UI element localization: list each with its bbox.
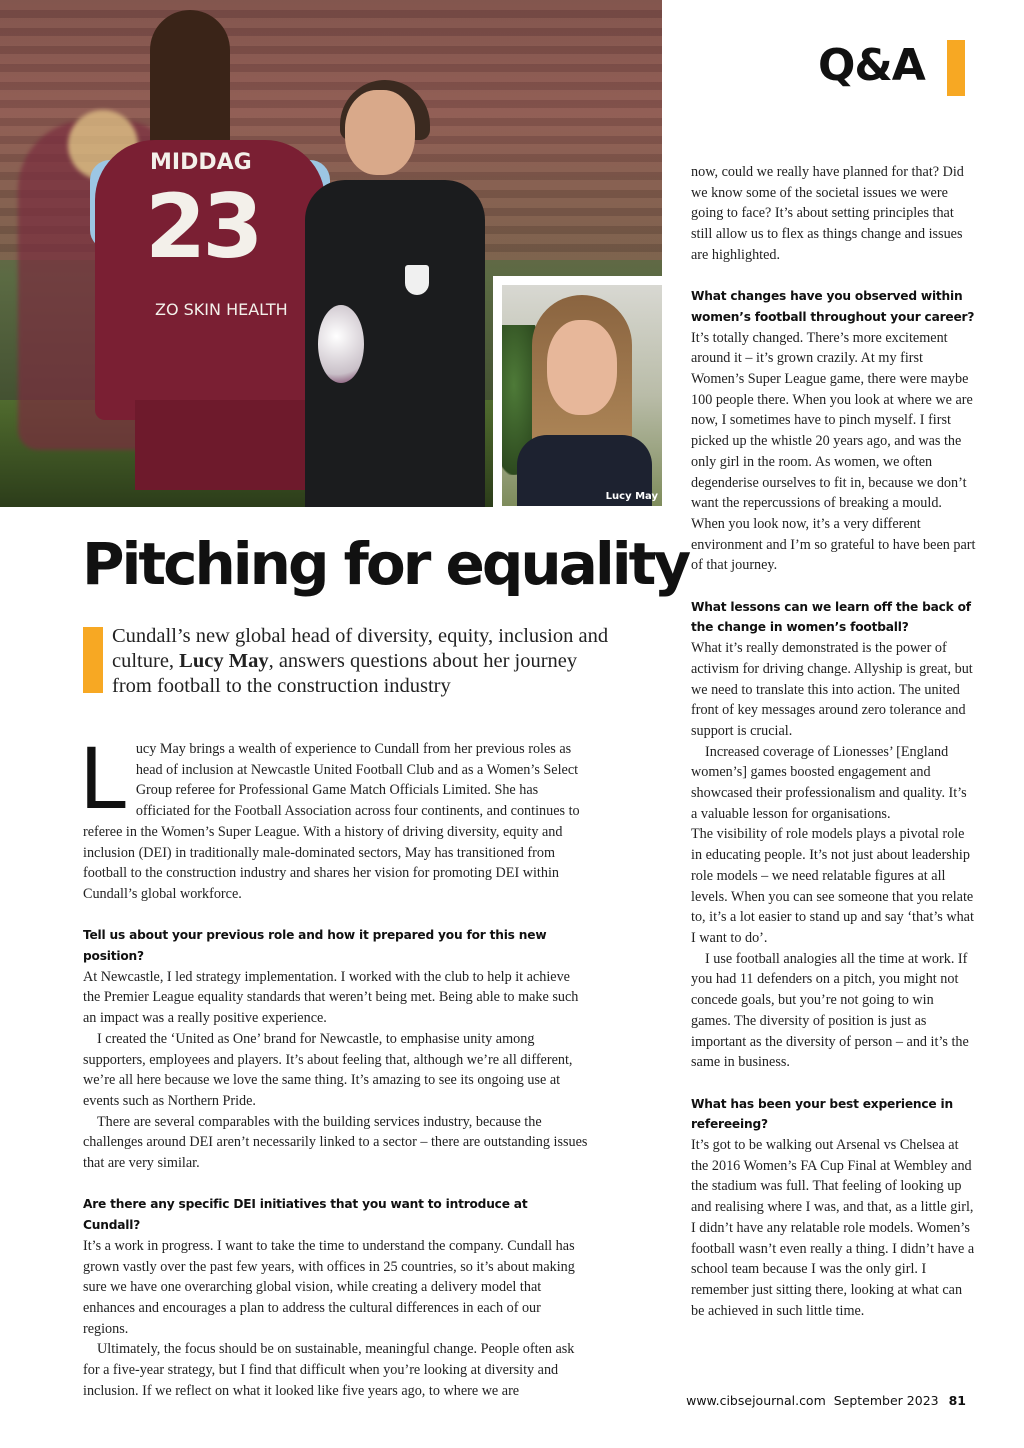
page-footer	[686, 1393, 966, 1408]
player-figure	[95, 120, 335, 500]
question-5: What has been your best experience in refereeing?	[691, 1096, 953, 1132]
shirt-number: 23	[145, 175, 260, 278]
footer-date: September 2023	[833, 1393, 939, 1408]
standfirst-accent-bar	[83, 627, 103, 693]
question-4: What lessons can we learn off the back of the change in women’s football?	[691, 599, 971, 635]
question-2: Are there any specific DEI initiatives that you want to introduce at Cundall?	[83, 1197, 528, 1233]
answer-paragraph: At Newcastle, I led strategy implementation. I worked with the club to help it achieve the Premier League equality standards that weren’t being met. Being able to make such an impact was a really positive experience.	[83, 968, 579, 1027]
answer-paragraph: I use football analogies all the time at work. If you had 11 defenders on a pitch, you might not concede goals, but you’re not going to win games. The diversity of position is just as important as the diversity of person – and it’s the same in business.	[691, 950, 969, 1071]
drop-cap: L	[79, 730, 126, 828]
section-label: Q&A	[818, 40, 925, 91]
answer-paragraph: What it’s really demonstrated is the power of activism for driving change. Allyship is great, but we need to translate this into action. The united front of key messages around zero tolerance and support is crucial.	[691, 640, 973, 739]
referee-figure	[305, 85, 485, 507]
standfirst-name: Lucy May	[179, 650, 269, 672]
article-column-1	[79, 730, 588, 1401]
question-1: Tell us about your previous role and how it prepared you for this new position?	[83, 928, 547, 964]
answer-paragraph: It’s a work in progress. I want to take the time to understand the company. Cundall has grown vastly over the past few years, with offices in 25 countries, so it’s about making sure we have one overarching global vision, while creating a delivery model that enhances and encourages a plan to address the cultural differences in each of our regions.	[83, 1237, 575, 1337]
photo-caption: Lucy May	[605, 491, 658, 502]
answer-paragraph: Ultimately, the focus should be on sustainable, meaningful change. People often ask for a five-year strategy, but I find that difficult when you’re looking at diversity and inclusion. If we reflect on what it looked like five years ago, to where we are	[83, 1341, 575, 1399]
answer-paragraph: It’s got to be walking out Arsenal vs Chelsea at the 2016 Women’s FA Cup Final at Wembley and the stadium was full. That feeling of looking up and realising where I was, and that, as a little girl, I didn’t have any relatable role models. Women’s football wasn’t even really a thing. I didn’t have a school team because I was the only girl. I remember just sitting there, looking at what can be achieved in such little time.	[691, 1137, 975, 1319]
fa-badge-icon	[405, 265, 429, 295]
shirt-sponsor: ZO SKIN HEALTH	[155, 300, 288, 319]
player-hair	[150, 10, 230, 160]
answer-paragraph: It’s totally changed. There’s more excitement around it – it’s grown crazily. At my first Women’s Super League game, there were maybe 100 people there. When you look at where we are now, I sometimes have to pinch myself. I first picked up the whistle 20 years ago, and was the only girl in the room. As women, we often degenderise ourselves to fit in, because we don’t want the repercussions of breaking a mould. When you look now, it’s a very different environment and I’m so grateful to have been part of that journey.	[691, 329, 976, 574]
answer-paragraph: There are several comparables with the building services industry, because the challenges around DEI aren’t necessarily linked to a sector – there are outstanding issues that are very similar.	[83, 1113, 588, 1172]
shirt-name: MIDDAG	[150, 150, 252, 175]
answer-paragraph: I created the ‘United as One’ brand for Newcastle, to emphasise unity among supporters, employees and players. It’s about feeling that, although we’re all different, we’re all here because we love the same thing. It’s amazing to see its ongoing use at events such as Northern Pride.	[83, 1030, 573, 1109]
page-number: 81	[948, 1393, 966, 1408]
portrait-photo	[502, 285, 662, 506]
article-column-2	[691, 162, 976, 1321]
answer-paragraph: now, could we really have planned for that? Did we know some of the societal issues we were going to face? It’s about setting principles that still allow us to flex as things change and issues are highlighted.	[691, 164, 964, 263]
portrait-inset	[493, 276, 669, 514]
accent-bar	[947, 40, 965, 96]
headline: Pitching for equality	[82, 530, 689, 598]
question-3: What changes have you observed within women’s football throughout your career?	[691, 289, 975, 324]
intro-paragraph: Lucy May brings a wealth of experience to Cundall from her previous roles as head of inclusion at Newcastle United Football Club and as a Women’s Select Group referee for Professional Game Match Officials Limited. She has officiated for the Football Association across four continents, and continues to referee in the Women’s Super League. With a history of driving diversity, equity and inclusion (DEI) in traditionally male-dominated sectors, May has transitioned from football to the construction industry and shares her vision for promoting DEI within Cundall’s global workforce.	[79, 730, 580, 902]
football	[318, 305, 364, 383]
answer-paragraph: Increased coverage of Lionesses’ [England women’s] games boosted engagement and showcased their professionalism and quality. It’s a valuable lesson for organisations.	[691, 743, 967, 822]
answer-paragraph: The visibility of role models plays a pivotal role in educating people. It’s not just about leadership role models – we need relatable figures at all levels. When you can see someone that you relate to, it’s a lot easier to stand up and say ‘that’s what I want to do’.	[691, 826, 974, 946]
footer-url[interactable]: www.cibsejournal.com	[686, 1393, 826, 1408]
standfirst: Cundall’s new global head of diversity, equity, inclusion and culture, Lucy May, answers questions about her journey from football to the construction industry	[112, 625, 609, 697]
